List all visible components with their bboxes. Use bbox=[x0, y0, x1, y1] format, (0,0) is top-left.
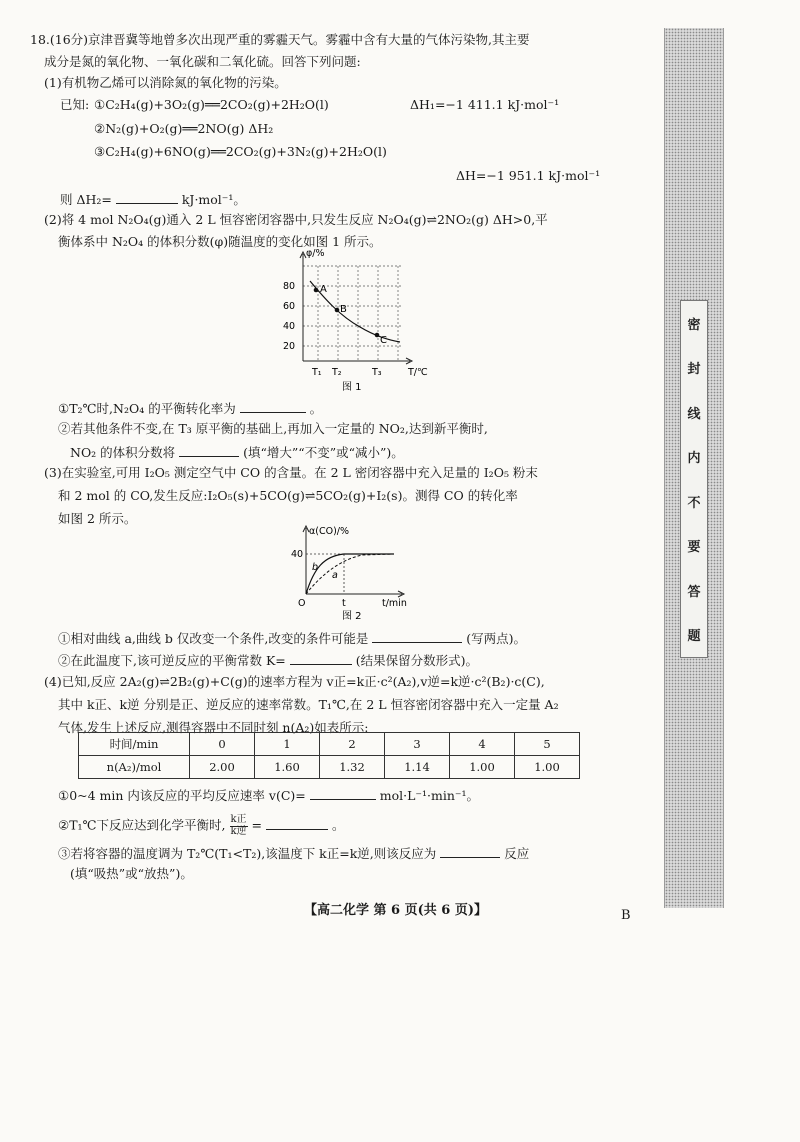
q2-1-suffix: 。 bbox=[309, 401, 323, 416]
table-cell: 4 bbox=[450, 733, 515, 756]
equation-3-dh: ΔH=−1 951.1 kJ·mol⁻¹ bbox=[456, 168, 601, 183]
fig1-point-a bbox=[314, 288, 319, 293]
fig1-label-a: A bbox=[320, 284, 327, 295]
fig1-x-tick-t1: T₁ bbox=[312, 367, 322, 378]
known-label: 已知: bbox=[60, 97, 90, 112]
fig2-label-b: b bbox=[312, 562, 319, 573]
q4-3-suffix: 反应 bbox=[504, 846, 530, 861]
fig2-curve-a bbox=[306, 554, 394, 594]
fig1-y-tick-60: 60 bbox=[283, 301, 296, 312]
fig2-t-label: t bbox=[342, 598, 346, 609]
question-4-3-hint: (填“吸热”或“放热”)。 bbox=[70, 866, 193, 881]
answer-blank-k-ratio[interactable] bbox=[266, 818, 328, 830]
table-cell: 1.32 bbox=[320, 756, 385, 779]
part-4-line-3: 气体,发生上述反应,测得容器中不同时刻 n(A₂)如表所示: bbox=[58, 720, 369, 735]
n-a2-table bbox=[78, 732, 580, 779]
table-row bbox=[79, 756, 580, 779]
seal-char: 要 bbox=[687, 540, 701, 556]
fig2-origin: O bbox=[298, 598, 306, 609]
q3-1-suffix: (写两点)。 bbox=[466, 631, 527, 646]
part-4-line-1: (4)已知,反应 2A₂(g)⇌2B₂(g)+C(g)的速率方程为 v正=k正·c²(A₂),v逆=k逆·c²(B₂)·c(C), bbox=[44, 674, 545, 689]
page-footer: 【高二化学 第 6 页(共 6 页)】 bbox=[304, 903, 488, 918]
q4-1-prefix: ①0~4 min 内该反应的平均反应速率 v(C)= bbox=[58, 788, 306, 803]
equation-2: ②N₂(g)+O₂(g)══2NO(g) ΔH₂ bbox=[94, 121, 274, 136]
q1-suffix: kJ·mol⁻¹。 bbox=[181, 192, 246, 207]
fig2-x-label: t/min bbox=[382, 598, 407, 609]
q2-2-suffix: (填“增大”“不变”或“减小”)。 bbox=[243, 445, 404, 460]
answer-blank-conversion[interactable] bbox=[240, 401, 306, 413]
answer-blank-rate[interactable] bbox=[310, 788, 376, 800]
table-cell: 1.00 bbox=[515, 756, 580, 779]
table-header-time: 时间/min bbox=[79, 733, 190, 756]
q2-1-prefix: ①T₂℃时,N₂O₄ 的平衡转化率为 bbox=[58, 401, 236, 416]
figure-1-chart bbox=[270, 244, 428, 394]
table-row bbox=[79, 733, 580, 756]
q4-2-equals: = bbox=[251, 817, 263, 833]
fig1-point-b bbox=[335, 308, 340, 313]
seal-char: 不 bbox=[687, 495, 701, 511]
fig1-y-tick-20: 20 bbox=[283, 341, 296, 352]
question-4-2 bbox=[58, 815, 345, 837]
fig1-x-tick-t3: T₃ bbox=[372, 367, 382, 378]
equation-1: ①C₂H₄(g)+3O₂(g)══2CO₂(g)+2H₂O(l) bbox=[94, 97, 329, 112]
fig1-point-c bbox=[375, 333, 380, 338]
k-ratio-numerator: k正 bbox=[230, 814, 247, 825]
question-header: 18.(16分)京津晋冀等地曾多次出现严重的雾霾天气。雾霾中含有大量的气体污染物,其主要 bbox=[30, 32, 530, 47]
q1-prefix: 则 ΔH₂= bbox=[60, 192, 112, 207]
question-3-2 bbox=[58, 653, 478, 668]
fig2-y-label: α(CO)/% bbox=[309, 526, 350, 537]
table-header-amount: n(A₂)/mol bbox=[79, 756, 190, 779]
q3-1-prefix: ①相对曲线 a,曲线 b 仅改变一个条件,改变的条件可能是 bbox=[58, 631, 369, 646]
seal-char: 封 bbox=[687, 362, 701, 378]
fig2-curve-b bbox=[306, 554, 394, 594]
q4-3-prefix: ③若将容器的温度调为 T₂℃(T₁<T₂),该温度下 k正=k逆,则该反应为 bbox=[58, 846, 437, 861]
q4-1-suffix: mol·L⁻¹·min⁻¹。 bbox=[379, 788, 479, 803]
part-3-line-2: 和 2 mol 的 CO,发生反应:I₂O₅(s)+5CO(g)⇌5CO₂(g)+I₂(s)。测得 CO 的转化率 bbox=[58, 488, 518, 503]
fig2-label-a: a bbox=[332, 570, 338, 581]
fig1-label-b: B bbox=[340, 304, 347, 315]
part-3-line-1: (3)在实验室,可用 I₂O₅ 测定空气中 CO 的含量。在 2 L 密闭容器中充入足量的 I₂O₅ 粉末 bbox=[44, 465, 538, 480]
q4-2-suffix: 。 bbox=[332, 817, 345, 833]
seal-char: 答 bbox=[687, 584, 701, 600]
fig1-y-tick-40: 40 bbox=[283, 321, 296, 332]
table-cell: 1.60 bbox=[255, 756, 320, 779]
q4-2-prefix: ②T₁℃下反应达到化学平衡时, bbox=[58, 817, 226, 833]
figure-2-chart bbox=[282, 522, 422, 622]
paper-version: B bbox=[621, 908, 631, 923]
question-4-1 bbox=[58, 788, 479, 803]
seal-char: 内 bbox=[687, 451, 701, 467]
table-cell: 2 bbox=[320, 733, 385, 756]
fig2-caption: 图 2 bbox=[342, 611, 362, 622]
q3-2-suffix: (结果保留分数形式)。 bbox=[355, 653, 478, 668]
part-2-line-1: (2)将 4 mol N₂O₄(g)通入 2 L 恒容密闭容器中,只发生反应 N₂O₄(g)⇌2NO₂(g) ΔH>0,平 bbox=[44, 212, 548, 227]
fig1-x-tick-t2: T₂ bbox=[332, 367, 342, 378]
answer-blank-condition[interactable] bbox=[372, 631, 462, 643]
part-1-intro: (1)有机物乙烯可以消除氮的氧化物的污染。 bbox=[44, 75, 287, 90]
seal-line-notice bbox=[680, 300, 708, 658]
equation-3: ③C₂H₄(g)+6NO(g)══2CO₂(g)+3N₂(g)+2H₂O(l) bbox=[94, 144, 387, 159]
part-2-line-2: 衡体系中 N₂O₄ 的体积分数(φ)随温度的变化如图 1 所示。 bbox=[58, 234, 382, 249]
table-cell: 5 bbox=[515, 733, 580, 756]
table-cell: 2.00 bbox=[190, 756, 255, 779]
k-ratio-denominator: k逆 bbox=[230, 825, 247, 837]
fig1-caption: 图 1 bbox=[342, 382, 362, 393]
question-2-2-line-2 bbox=[70, 445, 404, 460]
table-cell: 1.00 bbox=[450, 756, 515, 779]
question-2-2-line-1: ②若其他条件不变,在 T₃ 原平衡的基础上,再加入一定量的 NO₂,达到新平衡时, bbox=[58, 421, 488, 436]
fig1-y-tick-80: 80 bbox=[283, 281, 296, 292]
answer-blank-k[interactable] bbox=[290, 653, 352, 665]
table-cell: 0 bbox=[190, 733, 255, 756]
q3-2-prefix: ②在此温度下,该可逆反应的平衡常数 K= bbox=[58, 653, 286, 668]
question-1 bbox=[60, 192, 246, 207]
equation-1-dh: ΔH₁=−1 411.1 kJ·mol⁻¹ bbox=[410, 97, 560, 112]
fig1-x-label: T/℃ bbox=[408, 367, 428, 378]
table-cell: 3 bbox=[385, 733, 450, 756]
question-4-3 bbox=[58, 846, 529, 861]
seal-char: 密 bbox=[687, 317, 701, 333]
q2-2-prefix: NO₂ 的体积分数将 bbox=[70, 445, 176, 460]
answer-blank-dh2[interactable] bbox=[116, 192, 178, 204]
fig1-y-label: φ/% bbox=[306, 248, 325, 259]
seal-char: 题 bbox=[687, 629, 701, 645]
answer-blank-heat[interactable] bbox=[440, 846, 500, 858]
answer-blank-volume-fraction[interactable] bbox=[179, 445, 239, 457]
part-3-line-3: 如图 2 所示。 bbox=[58, 511, 137, 526]
fig1-label-c: C bbox=[380, 335, 387, 346]
question-3-1 bbox=[58, 631, 526, 646]
part-4-line-2: 其中 k正、k逆 分别是正、逆反应的速率常数。T₁℃,在 2 L 恒容密闭容器中充入一定量 A₂ bbox=[58, 697, 559, 712]
k-ratio-fraction bbox=[230, 815, 248, 837]
question-header-2: 成分是氮的氧化物、一氧化碳和二氧化硫。回答下列问题: bbox=[44, 54, 361, 69]
table-cell: 1.14 bbox=[385, 756, 450, 779]
question-2-1 bbox=[58, 401, 322, 416]
table-cell: 1 bbox=[255, 733, 320, 756]
fig2-y-tick-40: 40 bbox=[291, 549, 304, 560]
seal-char: 线 bbox=[687, 406, 701, 422]
